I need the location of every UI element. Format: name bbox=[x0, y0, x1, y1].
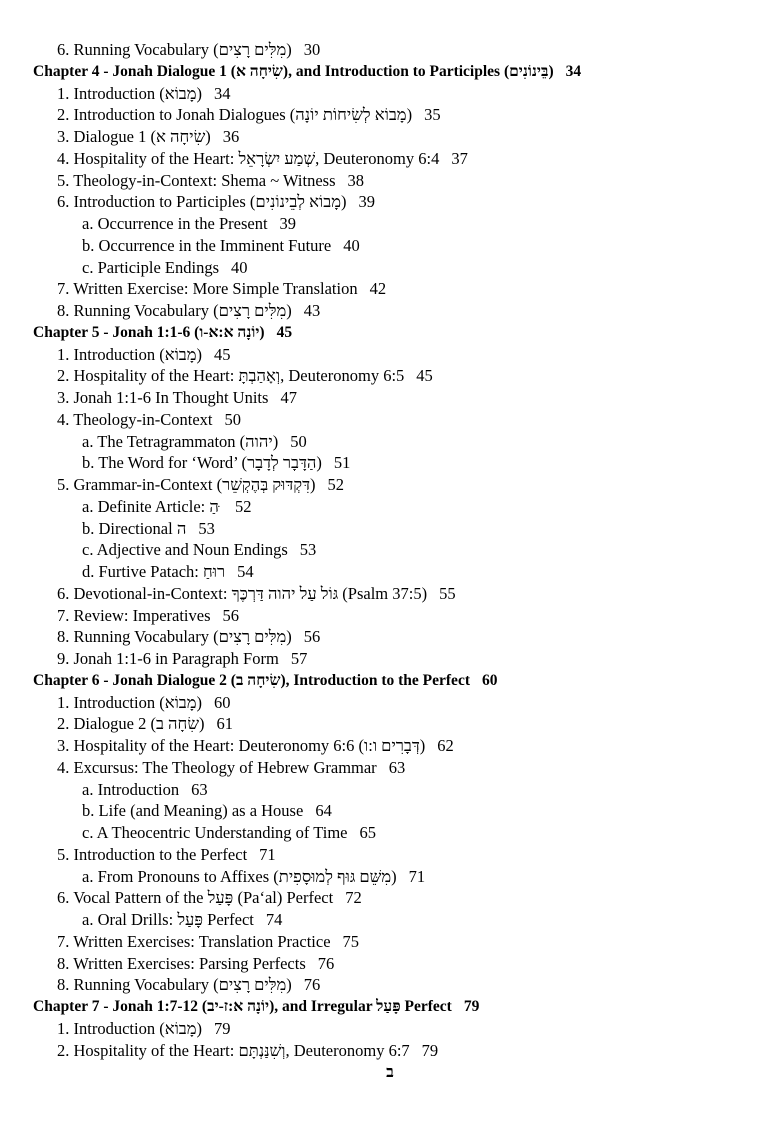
toc-entry-page: 47 bbox=[280, 388, 297, 407]
toc-entry-label: 8. Running Vocabulary (מִלִּים רָצִים) bbox=[57, 627, 292, 647]
toc-chapter-entry bbox=[33, 61, 753, 83]
toc-entry-page: 54 bbox=[237, 562, 254, 581]
toc-entry-label: 4. Hospitality of the Heart: שְׁמַע יִשְׂרָאֵל, Deuteronomy 6:4 bbox=[57, 148, 440, 168]
toc-entry-page: 51 bbox=[333, 453, 351, 473]
toc-entry-page: 34 bbox=[214, 83, 231, 103]
toc-entry-label: 8. Running Vocabulary (מִלִּים רָצִים) bbox=[57, 975, 292, 995]
toc-entry-page: 36 bbox=[222, 127, 240, 146]
toc-entry-page: 45 bbox=[214, 344, 231, 364]
toc-entry-page: 63 bbox=[388, 757, 406, 777]
toc-entry-label: 5. Theology-in-Context: Shema ~ Witness bbox=[57, 170, 336, 190]
toc-entry-label: 3. Jonah 1:1-6 In Thought Units bbox=[57, 388, 269, 407]
toc-entry-label: 1. Introduction (מָבוֹא) bbox=[57, 692, 203, 712]
toc-entry-label: 3. Hospitality of the Heart: Deuteronomy 6:6 (דְּבָרִים ו:ו) bbox=[57, 736, 426, 755]
toc-section-entry bbox=[33, 387, 753, 409]
toc-section-entry bbox=[33, 39, 753, 61]
toc-entry-page: 57 bbox=[290, 649, 308, 668]
toc-entry-label: 2. Hospitality of the Heart: וְשִׁנַּנְתָּם, Deuteronomy 6:7 bbox=[57, 1040, 410, 1060]
toc-section-entry bbox=[33, 344, 753, 366]
toc-subsection-entry bbox=[33, 561, 753, 583]
toc-section-entry bbox=[33, 170, 753, 192]
toc-section-entry bbox=[33, 104, 753, 126]
toc-section-entry bbox=[33, 692, 753, 714]
toc-subsection-entry bbox=[33, 539, 753, 561]
toc-entry-page: 56 bbox=[303, 627, 321, 647]
toc-entry-page: 45 bbox=[276, 323, 293, 341]
toc-section-entry bbox=[33, 1040, 753, 1062]
toc-entry-page: 75 bbox=[342, 931, 360, 951]
toc-section-entry bbox=[33, 757, 753, 779]
toc-entry-label: 2. Introduction to Jonah Dialogues (מָבוֹא לְשִׂיחוֹת יוֹנָה) bbox=[57, 105, 413, 125]
toc-entry-page: 53 bbox=[299, 540, 317, 560]
toc-entry-label: b. Directional ה bbox=[82, 518, 187, 538]
toc-chapter-entry bbox=[33, 322, 753, 344]
toc-entry-label: 4. Theology-in-Context bbox=[57, 409, 213, 429]
toc-entry-label: a. The Tetragrammaton (יהוה) bbox=[82, 431, 279, 451]
toc-entry-label: 1. Introduction (מָבוֹא) bbox=[57, 344, 203, 364]
toc-entry-label: c. A Theocentric Understanding of Time bbox=[82, 823, 348, 842]
toc-entry-label: 7. Written Exercise: More Simple Translation bbox=[57, 279, 358, 299]
toc-entry-page: 35 bbox=[424, 105, 441, 125]
toc-entry-label: 8. Running Vocabulary (מִלִּים רָצִים) bbox=[57, 301, 292, 320]
toc-entry-page: 76 bbox=[303, 975, 321, 995]
toc-subsection-entry bbox=[33, 452, 753, 474]
toc-subsection-entry bbox=[33, 496, 753, 518]
toc-entry-label: 7. Review: Imperatives bbox=[57, 605, 211, 625]
toc-section-entry bbox=[33, 626, 753, 648]
toc-entry-page: 39 bbox=[358, 192, 375, 212]
toc-entry-page: 34 bbox=[565, 62, 582, 80]
toc-entry-page: 60 bbox=[214, 692, 231, 712]
toc-entry-label: 1. Introduction (מָבוֹא) bbox=[57, 1018, 203, 1038]
toc-entry-label: 5. Introduction to the Perfect bbox=[57, 844, 248, 864]
toc-subsection-entry bbox=[33, 779, 753, 801]
toc-entry-label: Chapter 5 - Jonah 1:1-6 (יוֹנָה א:א-ו) bbox=[33, 323, 265, 341]
toc-subsection-entry bbox=[33, 909, 753, 931]
toc-section-entry bbox=[33, 931, 753, 953]
toc-entry-label: 2. Dialogue 2 (שִׂחָה ב) bbox=[57, 714, 205, 734]
toc-section-entry bbox=[33, 409, 753, 431]
toc-subsection-entry bbox=[33, 235, 753, 257]
toc-section-entry bbox=[33, 583, 753, 605]
toc-entry-label: d. Furtive Patach: רוּחַ bbox=[82, 562, 226, 581]
toc-chapter-entry bbox=[33, 996, 753, 1018]
toc-subsection-entry bbox=[33, 518, 753, 540]
toc-entry-page: 65 bbox=[359, 823, 376, 842]
toc-entry-page: 60 bbox=[481, 671, 498, 689]
toc-subsection-entry bbox=[33, 431, 753, 453]
toc-entry-page: 52 bbox=[327, 475, 345, 494]
toc-section-entry bbox=[33, 974, 753, 996]
toc-entry-page: 40 bbox=[343, 235, 360, 255]
toc-section-entry bbox=[33, 713, 753, 735]
toc-entry-label: b. Life (and Meaning) as a House bbox=[82, 801, 304, 821]
toc-entry-label: a. Definite Article: הַ ּ bbox=[82, 496, 223, 516]
toc-entry-label: Chapter 6 - Jonah Dialogue 2 (שִׂיחָה ב), Introduction to the Perfect bbox=[33, 671, 470, 689]
toc-entry-page: 79 bbox=[421, 1040, 439, 1060]
toc-entry-page: 56 bbox=[222, 605, 239, 625]
toc-chapter-entry bbox=[33, 670, 753, 692]
toc-section-entry bbox=[33, 648, 753, 670]
toc-entry-page: 50 bbox=[290, 431, 307, 451]
toc-entry-label: 9. Jonah 1:1-6 in Paragraph Form bbox=[57, 649, 279, 668]
toc-entry-page: 52 bbox=[235, 496, 252, 516]
toc-subsection-entry bbox=[33, 800, 753, 822]
toc-section-entry bbox=[33, 1018, 753, 1040]
toc-entry-page: 50 bbox=[224, 409, 242, 429]
toc-entry-label: 3. Dialogue 1 (שִׂיחָה א) bbox=[57, 127, 211, 146]
toc-section-entry bbox=[33, 953, 753, 975]
toc-entry-page: 76 bbox=[317, 953, 335, 973]
toc-entry-page: 37 bbox=[451, 148, 468, 168]
toc-entry-page: 79 bbox=[214, 1018, 231, 1038]
toc-subsection-entry bbox=[33, 822, 753, 844]
toc-entry-label: Chapter 7 - Jonah 1:7-12 (יוֹנָה א:ז-יב), and Irregular פָּעַל Perfect bbox=[33, 998, 452, 1015]
toc-entry-label: c. Adjective and Noun Endings bbox=[82, 540, 288, 560]
toc-section-entry bbox=[33, 365, 753, 387]
toc-entry-page: 61 bbox=[216, 714, 233, 734]
toc-entry-label: a. Oral Drills: פָּעַל Perfect bbox=[82, 910, 254, 929]
toc-entry-label: 1. Introduction (מָבוֹא) bbox=[57, 83, 203, 103]
toc-section-entry bbox=[33, 844, 753, 866]
toc-entry-page: 74 bbox=[265, 910, 283, 929]
toc-entry-page: 63 bbox=[191, 779, 208, 799]
toc-section-entry bbox=[33, 191, 753, 213]
toc-entry-label: 7. Written Exercises: Translation Practice bbox=[57, 931, 331, 951]
toc-entry-label: 4. Excursus: The Theology of Hebrew Grammar bbox=[57, 757, 377, 777]
toc-entry-label: 6. Introduction to Participles (מָבוֹא לְבֵינוֹנִים) bbox=[57, 192, 347, 212]
toc-entry-label: 6. Devotional-in-Context: גּוֹל עַל יהוה דַּרְכֶּךָ (Psalm 37:5) bbox=[57, 583, 428, 603]
toc-entry-page: 64 bbox=[315, 801, 332, 821]
toc-entry-label: a. Occurrence in the Present bbox=[82, 214, 268, 233]
toc-entry-page: 40 bbox=[231, 257, 248, 277]
toc-section-entry bbox=[33, 300, 753, 322]
toc-subsection-entry bbox=[33, 257, 753, 279]
toc-entry-page: 45 bbox=[416, 366, 433, 386]
toc-entry-label: 6. Running Vocabulary (מִלִּים רָצִים) bbox=[57, 40, 292, 59]
toc-subsection-entry bbox=[33, 866, 753, 888]
toc-section-entry bbox=[33, 474, 753, 496]
page-number: ב bbox=[386, 1064, 394, 1081]
toc-entry-page: 55 bbox=[439, 583, 456, 603]
toc-entry-page: 71 bbox=[408, 866, 426, 886]
toc-section-entry bbox=[33, 148, 753, 170]
toc-entry-page: 53 bbox=[198, 518, 215, 538]
toc-entry-page: 30 bbox=[303, 40, 321, 59]
toc-section-entry bbox=[33, 83, 753, 105]
toc-section-entry bbox=[33, 887, 753, 909]
toc-section-entry bbox=[33, 735, 753, 757]
toc-entry-label: 5. Grammar-in-Context (דִּקְדּוּק בְּהֶקְשֵׁר) bbox=[57, 475, 316, 494]
toc-entry-label: b. Occurrence in the Imminent Future bbox=[82, 235, 332, 255]
toc-entry-page: 42 bbox=[369, 279, 387, 299]
toc-entry-page: 39 bbox=[279, 214, 297, 233]
toc-section-entry bbox=[33, 605, 753, 627]
toc-entry-label: a. Introduction bbox=[82, 779, 180, 799]
toc-entry-page: 72 bbox=[345, 888, 362, 908]
table-of-contents bbox=[33, 39, 753, 1061]
toc-entry-label: 8. Written Exercises: Parsing Perfects bbox=[57, 953, 306, 973]
toc-entry-label: b. The Word for ‘Word’ (הַדָּבָר לְדָבָר) bbox=[82, 453, 322, 473]
toc-entry-label: Chapter 4 - Jonah Dialogue 1 (שִׂיחָה א), and Introduction to Participles (בֵּינוֹנִים) bbox=[33, 62, 554, 80]
toc-entry-label: c. Participle Endings bbox=[82, 257, 220, 277]
toc-entry-label: 2. Hospitality of the Heart: וְאָהַבְתָּ, Deuteronomy 6:5 bbox=[57, 366, 405, 386]
toc-entry-label: a. From Pronouns to Affixes (מִשֵּׁם גּוּף לְמוּסָפִית) bbox=[82, 866, 397, 886]
toc-section-entry bbox=[33, 126, 753, 148]
toc-subsection-entry bbox=[33, 213, 753, 235]
toc-section-entry bbox=[33, 278, 753, 300]
toc-entry-page: 71 bbox=[259, 844, 276, 864]
toc-entry-page: 38 bbox=[347, 170, 365, 190]
toc-entry-page: 43 bbox=[303, 301, 321, 320]
toc-entry-label: 6. Vocal Pattern of the פָּעַל (Pa‘al) Perfect bbox=[57, 888, 334, 908]
toc-entry-page: 79 bbox=[463, 998, 480, 1015]
toc-entry-page: 62 bbox=[437, 736, 454, 755]
